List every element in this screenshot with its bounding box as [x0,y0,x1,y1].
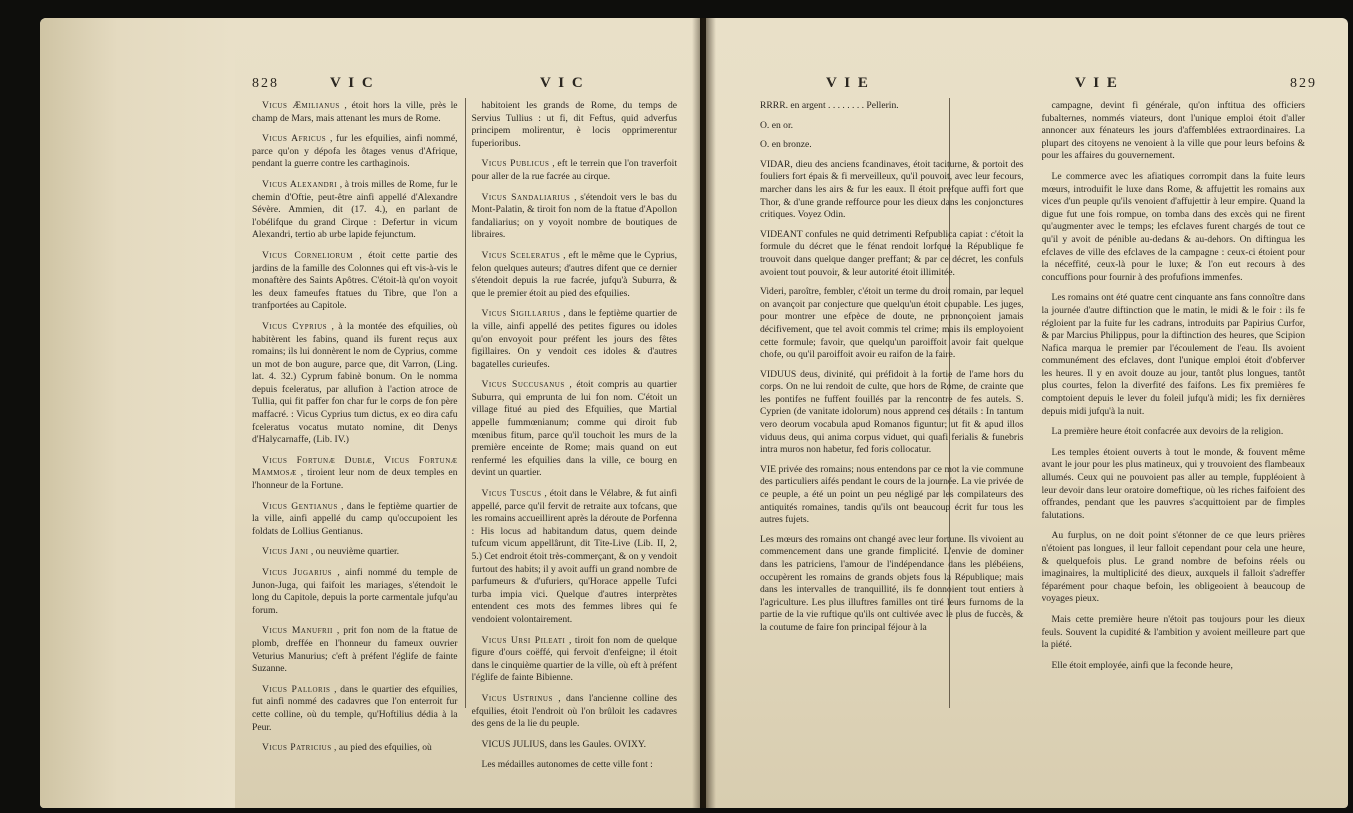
entry-text: , dans le quartier des efquilies, fut ainfi nommé des cadavres que l'on enterroit fur cette colline, où du temple, qu'Hoftilius dédia à la Peur. [252,683,458,733]
book-gutter [692,18,716,808]
entry-text: VIDEANT confules ne quid detrimenti Refpublica capiat : c'étoit la formule du décret que le fénat rendoit lorfque la République fe trouvoit dans quelque danger preffant; & par ce décret, les confuls avoient tout pouvoir, & leur autorité étoit illimitée. [760,228,1024,278]
paragraph [252,179,458,242]
entry-text: , eft le terrein que l'on traverfoit pour aller de la rue facrée au cirque. [471,158,677,182]
left-column-1 [252,100,458,800]
entry-headword: Vicus Jugarius [262,567,333,578]
entry-text: , étoit cette partie des jardins de la famille des Colonnes qui eft vis-à-vis le monaftère des Saints Apôtres. C'étoit-là qu'on voyoit les deux fameufes ftatues du Tibre, que l'on a tranfportées au Capitole. [252,249,458,312]
entry-text: , dans l'ancienne colline des efquilies, étoit l'endroit où l'on brûloit les cadavres des gens de la lie du peuple. [471,692,677,730]
left-running-head-center: V I C [540,75,585,91]
entry-text: , étoit compris au quartier Suburra, qui emprunta de lui fon nom. C'étoit un village fitué au pied des Efquilies, que Martial appelle fummœnianum; comme qui diroit fub mœnibus fitum, parce qu'il touchoit les murs de la première enceinte de Rome; mais quand on eut renfermé les efquilies dans la ville, ce bourg en devint un quartier. [471,379,677,479]
entry-text: , étoit hors la ville, près le champ de Mars, mais attenant les murs de Rome. [252,100,458,124]
entry-text: , fur les efquilies, ainfi nommé, parce qu'on y dépofa les ôtages venus d'Afrique, pendant la guerre contre les carthaginois. [252,133,458,170]
entry-text: , étoit dans le Vélabre, & fut ainfi appellé, parce qu'il fervit de retraite aux tofcans, que les romains accueillirent après la déroute de Porfenna : His locus ad habitandum datus, quem deinde tufcum vicum appellârunt, dit Tite-Live (Lib. II, 2, 5.) Cet endroit étoit très-commerçant, & on y vendoit furtout des habits; il y avoit auffi un grand nombre de parfumeurs & d'ufuriers, qu'Horace appelle Tufci turba impia vici. Quelque d'autres interprètes entendent ces mots des femmes libres qui fe vendoient volontairement. [471,488,677,625]
paragraph [760,100,1024,113]
entry-text: , ainfi nommé du temple de Junon-Juga, qui faifoit les mariages, s'étendoit le long du Capitole, depuis la porte carmentale jufqu'au forum. [252,567,458,616]
right-page-number: 829 [1290,76,1317,91]
left-page-margin [40,18,235,808]
paragraph [1042,292,1306,418]
paragraph [760,534,1024,635]
entry-text: campagne, devint fi générale, qu'on inftitua des officiers fubalternes, nommés viateurs, dont l'unique emploi étoit d'aller annoncer aux fénateurs les jours d'affemblées extraordinaires. La plupart des citoyens ne venoient à la ville que pour leurs befoins & pour les affaires du gouvernement. [1041,100,1305,162]
entry-headword: Vicus Sandaliarius [481,191,571,203]
entry-headword: Vicus Ursi Pileati [481,634,566,646]
entry-text: O. en bronze. [760,139,812,151]
paragraph [472,759,678,772]
left-running-head-left: V I C [330,75,375,91]
entry-headword: Vicus Sigillarius [481,308,561,320]
entry-headword: Vicus Ustrinus [481,692,553,704]
entry-text: , au pied des efquilies, où [331,742,432,754]
entry-text: VICUS JULIUS, dans les Gaules. OVIXY. [481,738,647,750]
right-column-2 [1042,100,1306,800]
paragraph [252,455,458,493]
entry-text: RRRR. en argent . . . . . . . . Pellerin. [760,100,899,111]
entry-headword: Vicus Succusanus [481,379,565,391]
entry-text: , à trois milles de Rome, fur le chemin d'Oftie, peut-être ainfi appellé d'Alexandre Sévère. Ammien, dit (17. 4.), en parlant de l'obélifque du grand Cirque : Defertur in vicum Alexandri, tertio ab urbe lapide fejunctum. [252,178,458,241]
left-page-body [252,100,677,800]
entry-text: Mais cette première heure n'étoit pas toujours pour les dieux feuls. Souvent la cupidité & l'ambition y avoient meilleure part que la piété. [1041,613,1305,651]
paragraph [1042,447,1306,523]
entry-headword: Vicus Gentianus [262,500,338,512]
entry-headword: Vicus Africus [262,133,327,145]
paragraph [252,100,458,125]
entry-text: VIDUUS deus, divinité, qui préfidoit à la fortie de l'ame hors du corps. On ne lui rendoit de culte, que hors de Rome, de crainte que les pontifes ne fuffent fouillés par la rencontre de fes autels. S. Cyprien (de vanitate idolorum) nous apprend ces détails : In tantum vero deorum vocabula apud Romanos figuntur; ut fit & apud illos viduus deus, qui anima corpus viduet, qui quafi ferialis & funebris intra muros non habetur, fed foris collocatur. [760,368,1024,456]
paragraph [760,229,1024,279]
entry-text: , s'étendoit vers le bas du Mont-Palatin, & tiroit fon nom de la ftatue d'Apollon fandaliarius; on y voyoit nombre de boutiques de libraires. [471,191,677,241]
entry-headword: Vicus Publicus [481,158,550,170]
right-column-1 [760,100,1024,800]
paragraph [472,488,678,627]
entry-text: habitoient les grands de Rome, du temps de Servius Tullius : ut fi, dit Feftus, quid adverfus principem molirentur, è locis opprimerentur fuperioribus. [471,100,677,149]
paragraph [760,159,1024,222]
left-column-2 [472,100,678,800]
paragraph [472,693,678,731]
entry-headword: Vicus Cyprius [262,320,328,332]
right-page-body [760,100,1305,800]
paragraph [252,546,458,559]
entry-headword: Vicus Corneliorum [262,249,353,261]
paragraph [252,321,458,447]
entry-text: Le commerce avec les afiatiques corrompit dans la fuite leurs mœurs, introduifit le luxe dans Rome, & affujettit les romains aux vices d'un peuple qu'ils venoient d'affujettir à leur empire. Quand la digue fut une fois rompue, on tomba dans des excès qui ne firent qu'augmenter avec le temps; les efclaves furent chargés de tout ce qu'il y avoit de pénible au-dedans & au-dehors. On diftingua les efclaves de ville des efclaves de la campagne : ceux-ci étoient pour la néceffité, ceux-là pour le luxe; & l'on eut recours à des concuffions pour fournir à des profufions immenfes. [1041,170,1305,283]
entry-headword: Vicus Patricius [262,742,332,754]
paragraph [252,625,458,675]
entry-text: VIE privée des romains; nous entendons par ce mot la vie commune des particuliers aifés pendant le cours de la journée. La vie privée de ce peuple, a été un point un peu négligé par les compilateurs des antiquités romaines, tandis qu'ils ont beaucoup écrit fur tous les autres fujets. [760,463,1024,526]
entry-text: La première heure étoit confacrée aux devoirs de la religion. [1051,426,1284,438]
paragraph [472,739,678,752]
entry-headword: Vicus Æmilianus [262,100,340,111]
entry-headword: Vicus Tuscus [481,488,542,500]
paragraph [252,133,458,171]
paragraph [760,120,1024,133]
entry-headword: Vicus Fortunæ Dubiæ, Vicus Fortunæ Mammosæ [252,454,458,479]
entry-text: O. en or. [760,119,794,131]
paragraph [252,567,458,617]
entry-headword: Vicus Alexandri [262,178,338,190]
entry-text: Les médailles autonomes de cette ville font : [481,759,653,771]
paragraph [252,742,458,755]
paragraph [1042,614,1306,652]
entry-text: , dans le feptième quartier de la ville, ainfi appellé du camp qu'occupoient les foldats de Lollius Gentianus. [252,500,458,537]
paragraph [472,250,678,300]
paragraph [472,158,678,183]
paragraph [1042,171,1306,284]
left-page-number: 828 [252,76,279,91]
entry-headword: Vicus Manufrii [262,625,333,637]
paragraph [472,192,678,242]
paragraph [472,308,678,371]
entry-headword: Vicus Sceleratus [481,249,561,261]
paragraph [1042,100,1306,163]
entry-headword: Vicus Palloris [262,683,331,695]
entry-text: Les mœurs des romains ont changé avec leur fortune. Ils vivoient au commencement dans une grande fimplicité. L'envie de dominer dans les patriciens, l'amour de l'indépendance dans les plébéiens, occupèrent les romains de grands objets fous la République; mais dans les intervalles de tranquillité, ils fe donnoient tout entiers à l'agriculture. Les plus illuftres familles ont tiré leurs furnoms de la partie de la vie ruftique qu'ils ont cultivée avec le plus de fuccès, & la coutume de faire fon principal féjour à la [760,533,1024,633]
paragraph [1042,530,1306,606]
right-running-head-right: V I E [1075,75,1119,91]
entry-headword: Vicus Jani [262,546,309,558]
paragraph [252,250,458,313]
entry-text: , ou neuvième quartier. [308,546,400,558]
paragraph [760,286,1024,362]
entry-text: , eft le même que le Cyprius, felon quelques auteurs; d'autres difent que ce dernier s'étendoit depuis la rue facrée, jufqu'à Suburra, & que le premier étoit au pied des efquilies. [471,249,677,299]
right-running-head-center: V I E [826,75,870,91]
paragraph [760,464,1024,527]
paragraph [472,379,678,480]
entry-text: VIDAR, dieu des anciens fcandinaves, étoit taciturne, & portoit des fouliers fort épais & fi merveilleux, qu'il pouvoit, avec leur fecours, marcher dans les airs & fur les eaux. Il étoit prefque auffi fort que Thor, & d'une grande reffource pour les dieux dans les conjonctures critiques. Voyez Odin. [760,158,1024,221]
paragraph [252,684,458,734]
entry-text: , dans le feptième quartier de la ville, ainfi appellé des petites figures ou idoles qu'on envoyoit pour préfent les jours des fêtes figillaires. On y vendoit ces idoles & d'autres bagatelles curieufes. [471,308,677,370]
entry-text: Les temples étoient ouverts à tout le monde, & fouvent même avant le jour pour les plus matineux, qui y trouvoient des flambeaux allumés. Ceux qui ne pouvoient pas aller au temple, fuppléoient à leur devoir dans leur oratoire domeftique, où les riches faifoient des offrandes, pendant que les pauvres s'acquittoient par de fimples falutations. [1041,446,1305,521]
entry-text: , à la montée des efquilies, où habitèrent les fabins, quand ils furent reçus aux romains; ils lui donnèrent le nom de Cyprius, comme un mot de bon augure, parce que, dit Varron, (Ling. lat. 4. 32.) Cyprum fabinè bonum. On le nomma depuis fceleratus, par allufion à l'action atroce de Tullia, qui fit paffer fon char fur le corps de fon père maffacré. : Vicus Cyprius tum dictus, ex eo dira cafu fceleratus vocatus mutato nomine, dit Denys d'Halycarnaffe, (Lib. IV.) [252,320,458,446]
paragraph [252,501,458,539]
paragraph [760,369,1024,457]
paragraph [760,139,1024,152]
entry-text: Au furplus, on ne doit point s'étonner de ce que leurs prières n'étoient pas longues, il leur falloit cependant pour cela une heure, & quelquefois plus. Le grand nombre de befoins réels ou imaginaires, la multiplicité des dieux, auxquels il falloit s'adreffer féparément pour chaque befoin, les obligeoient à beaucoup de voyages pieux. [1041,530,1305,605]
paragraph [472,635,678,685]
paragraph [1042,426,1306,439]
entry-text: Elle étoit employée, ainfi que la feconde heure, [1051,659,1233,671]
paragraph [1042,660,1306,673]
entry-text: , tiroient leur nom de deux temples en l'honneur de la Fortune. [252,467,458,492]
entry-text: Les romains ont été quatre cent cinquante ans fans connoître dans la journée d'autre diftinction que le matin, le midi & le foir : ils fe régloient par la fuite fur les cadrans, introduits par Papirius Curfor, & par Marcius Philippus, pour la diftinction des heures, que Scipion Nafica marqua le premier par l'écoulement de l'eau. Ils avoient communément des efclaves, dont l'unique emploi étoit d'obferver les heures. Il y en avoit douze au jour, tantôt plus longues, tantôt plus courtes, felon la diverfité des faifons. Les fix premières fe comptoient depuis le lever du foleil jufqu'à midi; les fix dernières depuis midi jufqu'à la nuit. [1041,292,1305,417]
entry-text: , tiroit fon nom de quelque figure d'ours coëffé, qui fervoit d'enfeigne; il étoit dans le cinquième quartier de la ville, où eft à préfent l'églife de fainte Bibienne. [471,634,677,684]
entry-text: Videri, paroître, fembler, c'étoit un terme du droit romain, par lequel on avançoit par conjecture que quelqu'un étoit coupable. Les juges, pour montrer une efpèce de doute, ne prononçoient jamais décifivement, que tel avoit commis tel crime; mais ils employoient cette formule; favoir, que quelqu'un paroiffoit avoir fait quelque chofe, ou qu'il paroiffoit avoir eu raifon de la faire. [760,286,1024,361]
paragraph [472,100,678,150]
entry-text: , prit fon nom de la ftatue de plomb, dreffée en l'honneur du fameux ouvrier Veturius Manurius; c'eft à préfent l'églife de fainte Suzanne. [252,625,458,675]
